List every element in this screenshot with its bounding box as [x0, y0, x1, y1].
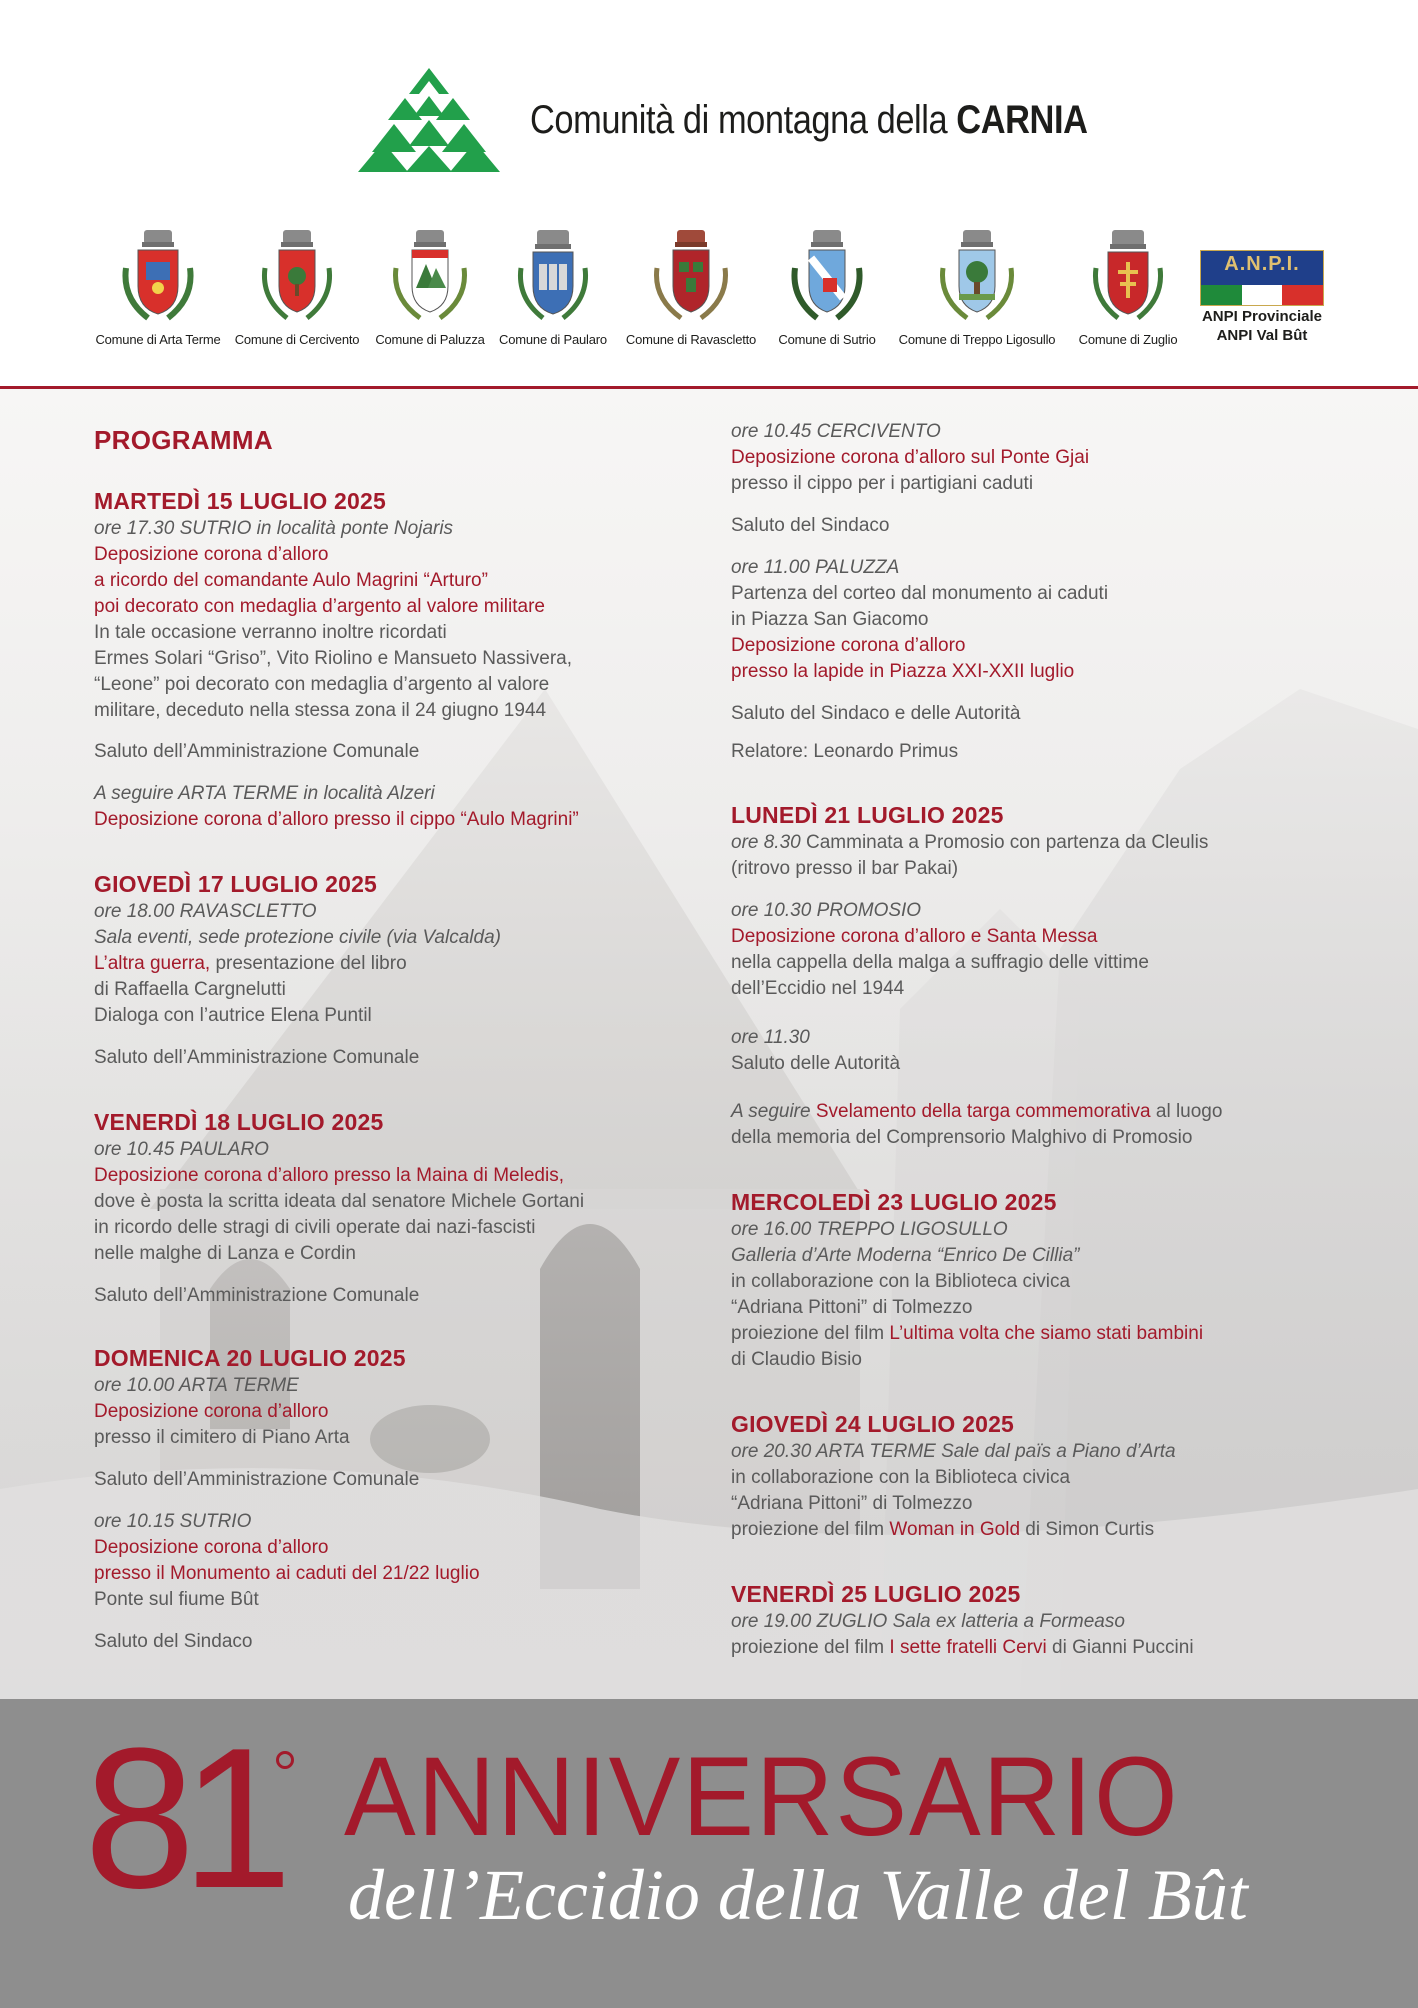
crest-sutrio: [772, 228, 882, 347]
event-line: Deposizione corona d’alloro: [731, 635, 966, 656]
organization-name: Comunità di montagna della CARNIA: [530, 98, 1088, 142]
event-line: Dialoga con l’autrice Elena Puntil: [94, 1005, 372, 1026]
event-line: Ermes Solari “Griso”, Vito Riolino e Mansueto Nassivera,: [94, 648, 572, 669]
film-title: I sette fratelli Cervi: [889, 1637, 1047, 1658]
event-time-location: A seguire ARTA TERME in località Alzeri: [94, 783, 435, 804]
event-speaker: Relatore: Leonardo Primus: [731, 741, 959, 762]
event-time-location: ore 17.30 SUTRIO in località ponte Nojaris: [94, 518, 454, 539]
coat-of-arms-icon: [651, 228, 731, 326]
event-line: in collaborazione con la Biblioteca civica: [731, 1271, 1071, 1292]
event-line: in Piazza San Giacomo: [731, 609, 929, 630]
event-greeting: Saluto del Sindaco e delle Autorità: [731, 703, 1021, 724]
event-line: L’altra guerra, presentazione del libro: [94, 953, 407, 974]
event-time-location: ore 10.30 PROMOSIO: [731, 900, 922, 921]
event-time-location: ore 18.00 RAVASCLETTO: [94, 901, 317, 922]
event-line: della memoria del Comprensorio Malghivo di Promosio: [731, 1127, 1193, 1148]
crest-paularo: [498, 228, 608, 347]
crest-paluzza: [372, 228, 488, 347]
anniversary-number: 81: [84, 1707, 279, 1930]
event-greeting: Saluto dell’Amministrazione Comunale: [94, 1469, 420, 1490]
event-line: presso il cimitero di Piano Arta: [94, 1427, 350, 1448]
crest-label: Comune di Ravascletto: [625, 332, 757, 347]
coat-of-arms-icon: [257, 228, 337, 326]
event-line: (ritrovo presso il bar Pakai): [731, 858, 959, 879]
crest-label: Comune di Cercivento: [234, 332, 360, 347]
crest-label: Comune di Treppo Ligosullo: [898, 332, 1056, 347]
event-date-heading: MARTEDÌ 15 LUGLIO 2025: [94, 488, 386, 514]
event-date-heading: GIOVEDÌ 17 LUGLIO 2025: [94, 871, 378, 897]
event-line: presso la lapide in Piazza XXI-XXII luglio: [731, 661, 1075, 682]
event-time-location: ore 10.15 SUTRIO: [94, 1511, 252, 1532]
book-title: L’altra guerra,: [94, 953, 211, 974]
crest-label: Comune di Paluzza: [375, 332, 485, 347]
event-time-location: ore 19.00 ZUGLIO Sala ex latteria a Formeaso: [731, 1611, 1125, 1632]
event-line: dove è posta la scritta ideata dal senatore Michele Gortani: [94, 1191, 585, 1212]
event-line: presso il Monumento ai caduti del 21/22 luglio: [94, 1563, 480, 1584]
coat-of-arms-icon: [937, 228, 1017, 326]
event-line: In tale occasione verranno inoltre ricordati: [94, 622, 447, 643]
crest-label: Comune di Sutrio: [778, 332, 876, 347]
event-line: di Claudio Bisio: [731, 1349, 862, 1370]
tree-pyramid-logo-icon: [358, 68, 500, 172]
event-date-heading: LUNEDÌ 21 LUGLIO 2025: [731, 802, 1004, 828]
event-line: Sala eventi, sede protezione civile (via Valcalda): [94, 927, 501, 948]
event-line: nella cappella della malga a suffragio delle vittime: [731, 952, 1149, 973]
municipality-crests: [0, 228, 1418, 358]
coat-of-arms-icon: [787, 228, 867, 326]
crest-treppo-ligosullo: [896, 228, 1058, 347]
event-line: Deposizione corona d’alloro sul Ponte Gjai: [731, 447, 1090, 468]
event-time-location: ore 10.45 CERCIVENTO: [731, 421, 941, 442]
event-line: Deposizione corona d’alloro: [94, 544, 329, 565]
event-line: in collaborazione con la Biblioteca civica: [731, 1467, 1071, 1488]
event-greeting: Saluto dell’Amministrazione Comunale: [94, 741, 420, 762]
event-line: Deposizione corona d’alloro presso la Maina di Meledis,: [94, 1165, 564, 1186]
event-line: Deposizione corona d’alloro: [94, 1537, 329, 1558]
coat-of-arms-icon: [513, 228, 593, 326]
program-title: PROGRAMMA: [94, 425, 273, 455]
anpi-label-provincial: ANPI Provinciale: [1201, 308, 1323, 325]
event-line: Deposizione corona d’alloro: [94, 1401, 329, 1422]
anpi-logo: [1198, 250, 1326, 344]
event-greeting: Saluto delle Autorità: [731, 1053, 901, 1074]
crest-zuglio: [1072, 228, 1184, 347]
event-time-location: ore 11.30: [731, 1027, 810, 1048]
event-greeting: Saluto del Sindaco: [94, 1631, 253, 1652]
film-title: Woman in Gold: [889, 1519, 1021, 1540]
anniversary-title: ANNIVERSARIO: [344, 1734, 1180, 1859]
event-line: A seguire Svelamento della targa commemorativa al luogo: [731, 1101, 1223, 1122]
header: [0, 0, 1418, 386]
film-title: L’ultima volta che siamo stati bambini: [889, 1323, 1204, 1344]
event-time-location: ore 10.45 PAULARO: [94, 1139, 269, 1160]
crest-arta-terme: [92, 228, 224, 347]
event-line: di Raffaella Cargnelutti: [94, 979, 286, 1000]
program-section: [0, 389, 1418, 1699]
anpi-label-valbut: ANPI Val Bût: [1216, 327, 1308, 344]
crest-ravascletto: [624, 228, 758, 347]
event-date-heading: VENERDÌ 25 LUGLIO 2025: [731, 1581, 1021, 1607]
italian-flag-icon: [1201, 285, 1323, 305]
event-date-heading: MERCOLEDÌ 23 LUGLIO 2025: [731, 1189, 1057, 1215]
event-time-location: ore 11.00 PALUZZA: [731, 557, 900, 578]
event-line: Ponte sul fiume Bût: [94, 1589, 259, 1610]
event-line: ore 8.30 Camminata a Promosio con partenza da Cleulis: [731, 832, 1209, 853]
event-line: nelle malghe di Lanza e Cordin: [94, 1243, 356, 1264]
crest-label: Comune di Paularo: [499, 332, 607, 347]
organization-logo: [358, 68, 1118, 178]
coat-of-arms-icon: [1088, 228, 1168, 326]
event-line: dell’Eccidio nel 1944: [731, 978, 905, 999]
ordinal-degree-icon: [276, 1751, 294, 1769]
event-greeting: Saluto del Sindaco: [731, 515, 890, 536]
event-date-heading: DOMENICA 20 LUGLIO 2025: [94, 1345, 406, 1371]
event-line: Galleria d’Arte Moderna “Enrico De Cillia”: [731, 1245, 1080, 1266]
crest-cercivento: [234, 228, 360, 347]
event-line: “Leone” poi decorato con medaglia d’argento al valore: [94, 674, 550, 695]
event-line: “Adriana Pittoni” di Tolmezzo: [731, 1493, 973, 1514]
event-line: militare, deceduto nella stessa zona il 24 giugno 1944: [94, 700, 547, 721]
coat-of-arms-icon: [118, 228, 198, 326]
event-line: presso il cippo per i partigiani caduti: [731, 473, 1034, 494]
anniversary-subtitle: dell’Eccidio della Valle del Bût: [348, 1855, 1248, 1935]
event-time-location: ore 20.30 ARTA TERME Sale dal païs a Piano d’Arta: [731, 1441, 1176, 1462]
event-time-location: ore 10.00 ARTA TERME: [94, 1375, 299, 1396]
crest-label: Comune di Zuglio: [1078, 332, 1178, 347]
event-line: proiezione del film Woman in Gold di Simon Curtis: [731, 1519, 1155, 1540]
event-time-location: ore 16.00 TREPPO LIGOSULLO: [731, 1219, 1008, 1240]
event-line: Deposizione corona d’alloro e Santa Messa: [731, 926, 1098, 947]
crest-label: Comune di Arta Terme: [95, 332, 221, 347]
event-greeting: Saluto dell’Amministrazione Comunale: [94, 1285, 420, 1306]
event-line: poi decorato con medaglia d’argento al valore militare: [94, 596, 545, 617]
event-greeting: Saluto dell’Amministrazione Comunale: [94, 1047, 420, 1068]
event-date-heading: VENERDÌ 18 LUGLIO 2025: [94, 1109, 384, 1135]
coat-of-arms-icon: [390, 228, 470, 326]
event-line: Partenza del corteo dal monumento ai caduti: [731, 583, 1109, 604]
event-line: proiezione del film L’ultima volta che siamo stati bambini: [731, 1323, 1204, 1344]
anpi-badge-text: A.N.P.I.: [1224, 253, 1300, 275]
event-line: a ricordo del comandante Aulo Magrini “Arturo”: [94, 570, 488, 591]
event-line: Deposizione corona d’alloro presso il cippo “Aulo Magrini”: [94, 809, 579, 830]
anniversary-banner: [0, 1699, 1418, 2008]
event-line: proiezione del film I sette fratelli Cervi di Gianni Puccini: [731, 1637, 1194, 1658]
event-date-heading: GIOVEDÌ 24 LUGLIO 2025: [731, 1411, 1015, 1437]
anpi-badge: [1200, 250, 1324, 306]
event-line: “Adriana Pittoni” di Tolmezzo: [731, 1297, 973, 1318]
event-line: in ricordo delle stragi di civili operate dai nazi-fascisti: [94, 1217, 536, 1238]
